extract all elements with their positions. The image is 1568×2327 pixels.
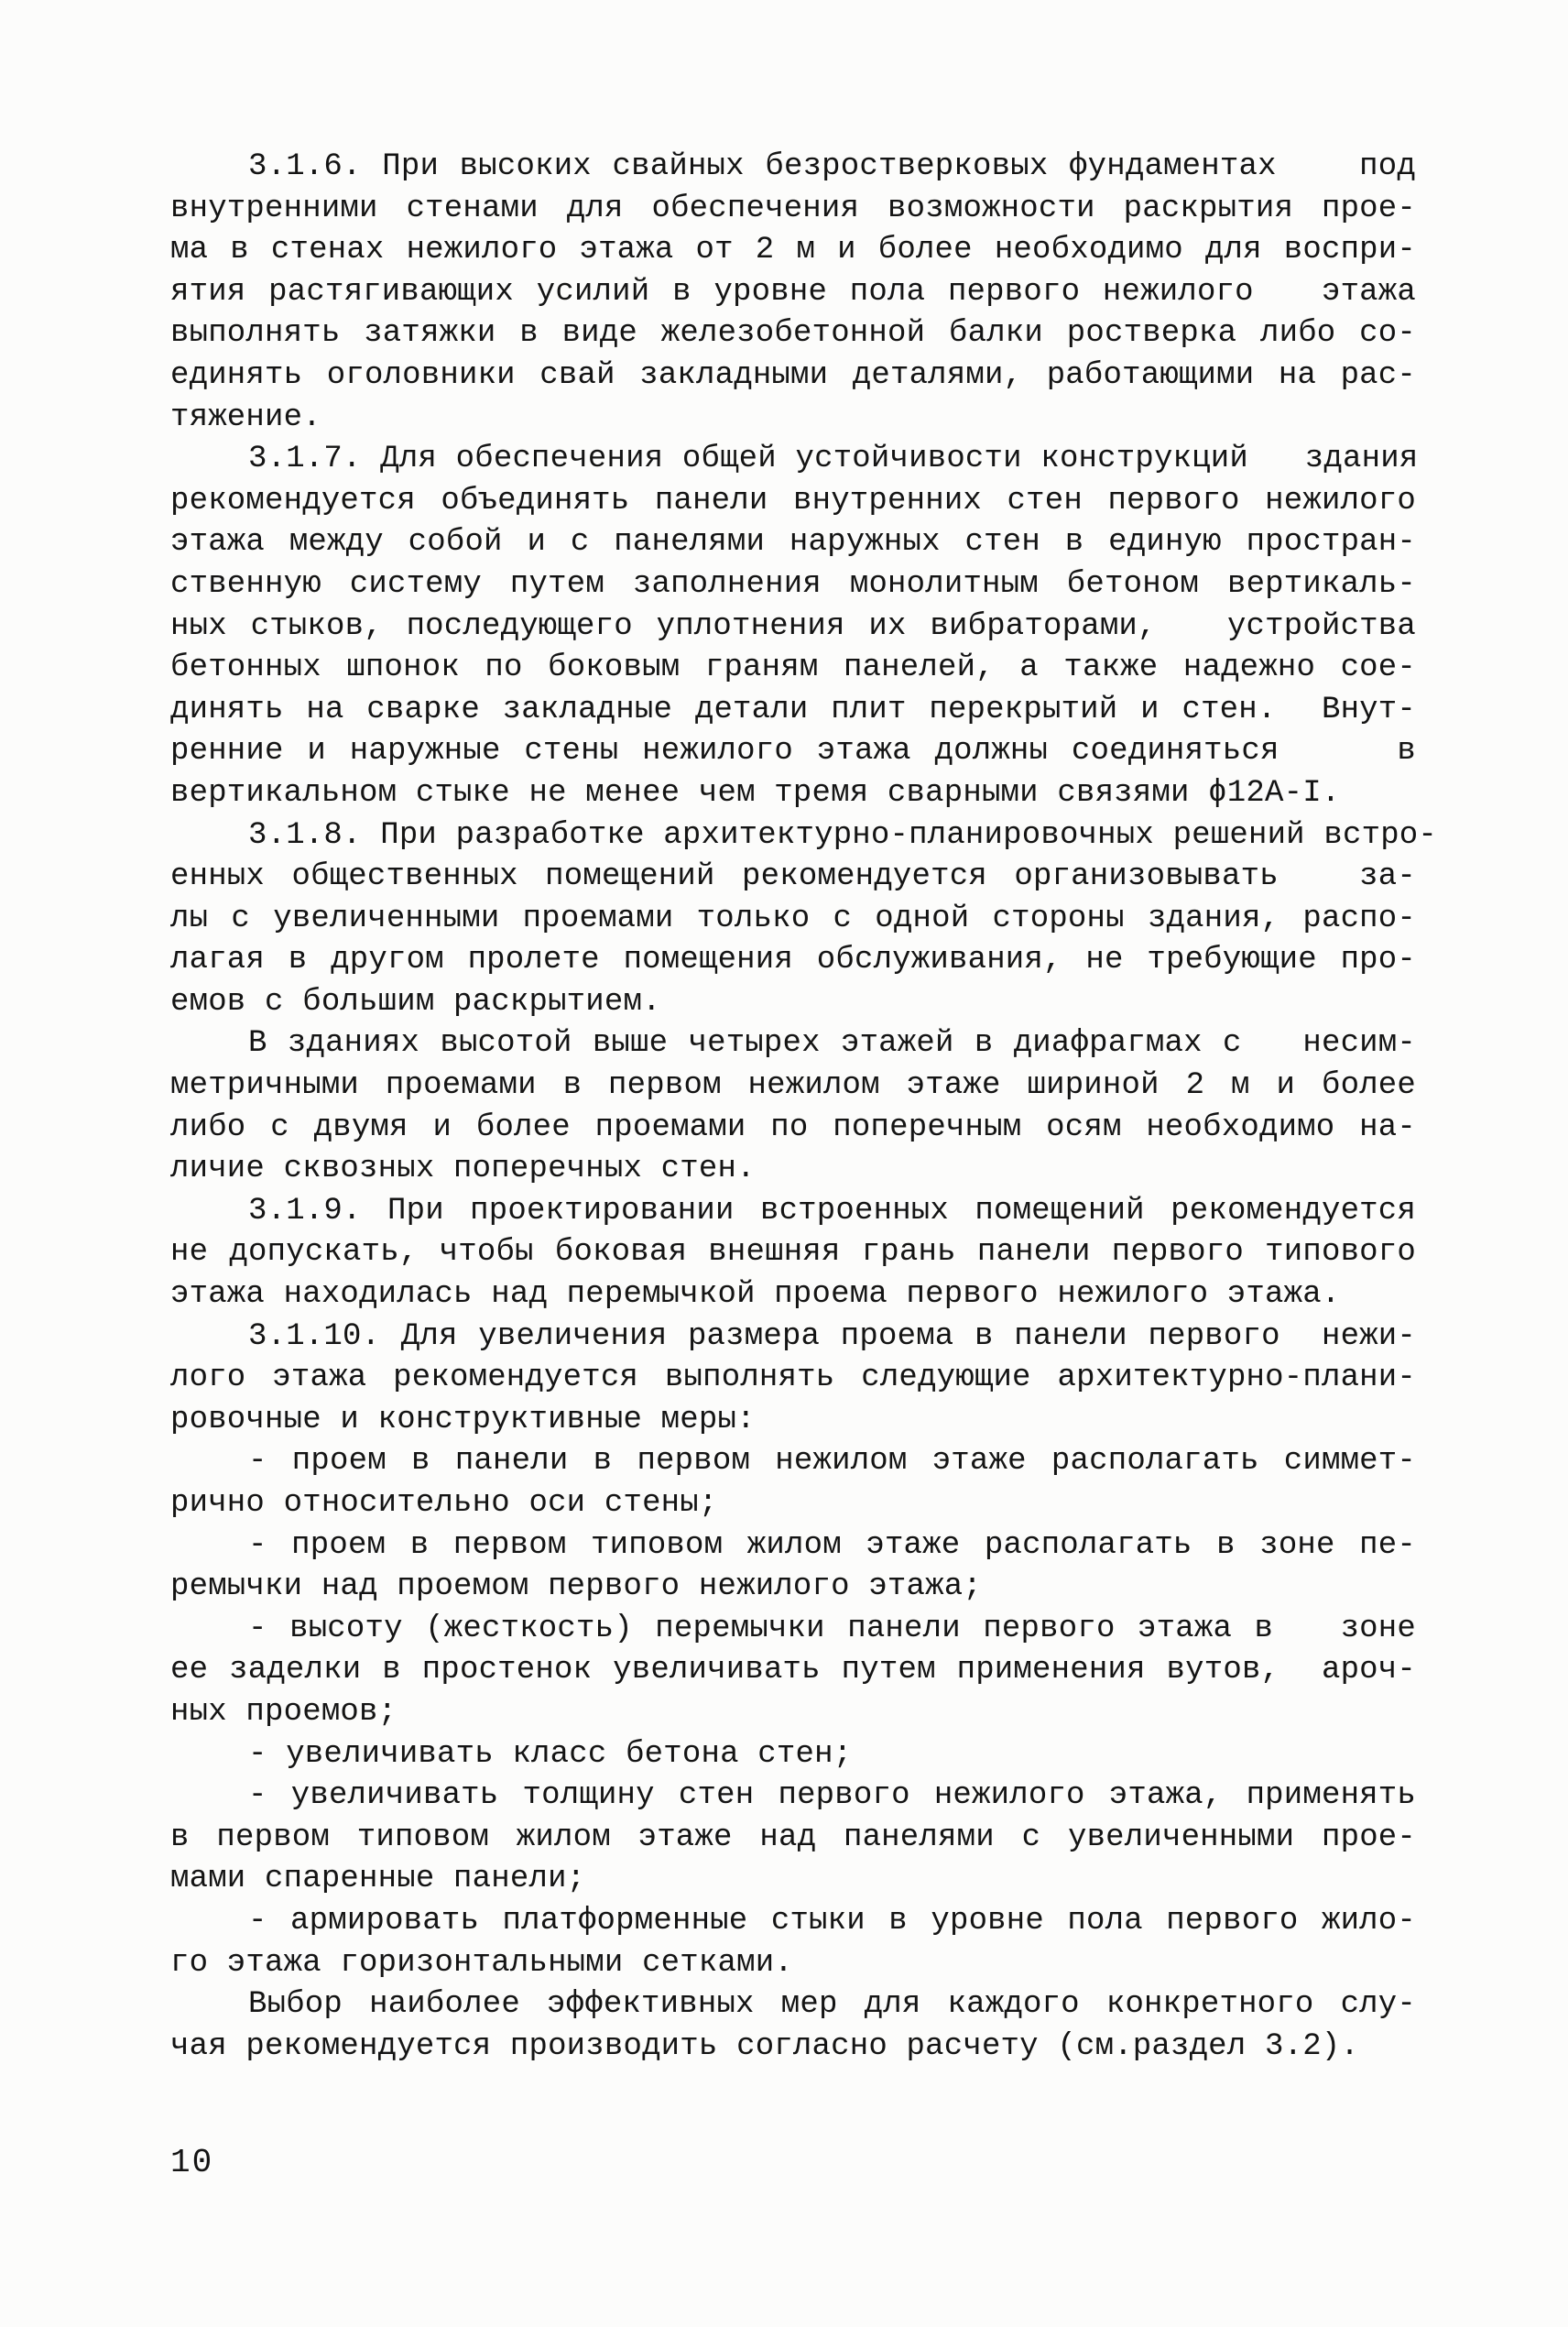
text-line: мами спаренные панели; <box>170 1862 586 1897</box>
text-line: рекомендуется объединять панели внутренних стен первого нежилого <box>170 483 1416 519</box>
text-line: 3.1.7. Для обеспечения общей устойчивости конструкций здания <box>248 442 1419 477</box>
text-line: не допускать, чтобы боковая внешняя грань панели первого типового <box>170 1235 1416 1271</box>
text-line: лого этажа рекомендуется выполнять следующие архитектурно-плани- <box>170 1360 1416 1396</box>
page-number: 10 <box>170 2144 214 2181</box>
text-line: Выбор наиболее эффективных мер для каждого конкретного слу- <box>248 1987 1416 2023</box>
text-line: чая рекомендуется производить согласно расчету (см.раздел 3.2). <box>170 2028 1360 2064</box>
text-line: - армировать платформенные стыки в уровне пола первого жило- <box>248 1903 1416 1939</box>
text-line: внутренними стенами для обеспечения возможности раскрытия прое- <box>170 191 1416 226</box>
text-line: лагая в другом пролете помещения обслуживания, не требующие про- <box>170 943 1416 978</box>
text-line: лы с увеличенными проемами только с одной стороны здания, распо- <box>170 901 1416 936</box>
text-line: единять оголовники свай закладными деталями, работающими на рас- <box>170 357 1416 393</box>
text-line: ровочные и конструктивные меры: <box>170 1402 756 1437</box>
text-line: метричными проемами в первом нежилом этаже шириной 2 м и более <box>170 1068 1416 1104</box>
text-line: 3.1.8. При разработке архитектурно-планировочных решений встро- <box>248 817 1438 853</box>
text-line: выполнять затяжки в виде железобетонной балки ростверка либо со- <box>170 316 1416 352</box>
text-line: - проем в первом типовом жилом этаже располагать в зоне пе- <box>248 1527 1416 1563</box>
text-line: го этажа горизонтальными сетками. <box>170 1945 793 1981</box>
text-line: ремычки над проемом первого нежилого этажа; <box>170 1569 982 1605</box>
text-line: ятия растягивающих усилий в уровне пола первого нежилого этажа <box>170 274 1416 310</box>
text-line: ренние и наружные стены нежилого этажа должны соединяться в <box>170 734 1416 770</box>
text-line: енных общественных помещений рекомендуется организовывать за- <box>170 859 1416 895</box>
text-line: личие сквозных поперечных стен. <box>170 1152 756 1187</box>
text-line: этажа находилась над перемычкой проема первого нежилого этажа. <box>170 1277 1341 1313</box>
text-line: ных стыков, последующего уплотнения их вибраторами, устройства <box>170 608 1416 644</box>
text-line: ных проемов; <box>170 1694 397 1730</box>
body-text <box>170 147 1438 2068</box>
text-line: вертикальном стыке не менее чем тремя сварными связями ϕ12A-I. <box>170 775 1341 811</box>
text-line: 3.1.10. Для увеличения размера проема в панели первого нежи- <box>248 1318 1416 1354</box>
text-line: ее заделки в простенок увеличивать путем применения вутов, ароч- <box>170 1653 1416 1688</box>
text-line: динять на сварке закладные детали плит перекрытий и стен. Внут- <box>170 692 1416 727</box>
text-line: этажа между собой и с панелями наружных стен в единую простран- <box>170 525 1416 561</box>
text-line: 3.1.6. При высоких свайных безростверковых фундаментах под <box>248 149 1416 184</box>
text-line: в первом типовом жилом этаже над панелями с увеличенными прое- <box>170 1819 1416 1855</box>
text-line: - высоту (жесткость) перемычки панели первого этажа в зоне <box>248 1611 1416 1646</box>
text-line: - проем в панели в первом нежилом этаже располагать симмет- <box>248 1444 1416 1480</box>
text-line: ственную систему путем заполнения монолитным бетоном вертикаль- <box>170 566 1416 602</box>
text-line: бетонных шпонок по боковым граням панелей, а также надежно сое- <box>170 650 1416 686</box>
text-line: - увеличивать класс бетона стен; <box>248 1736 853 1772</box>
text-line: - увеличивать толщину стен первого нежилого этажа, применять <box>248 1778 1416 1814</box>
text-line: либо с двумя и более проемами по поперечным осям необходимо на- <box>170 1109 1416 1145</box>
text-line: 3.1.9. При проектировании встроенных помещений рекомендуется <box>248 1193 1416 1229</box>
text-line: В зданиях высотой выше четырех этажей в диафрагмах с несим- <box>248 1026 1416 1062</box>
text-line: емов с большим раскрытием. <box>170 984 661 1020</box>
text-line: ма в стенах нежилого этажа от 2 м и более необходимо для воспри- <box>170 233 1416 268</box>
text-line: тяжение. <box>170 399 321 435</box>
text-line: рично относительно оси стены; <box>170 1486 718 1521</box>
